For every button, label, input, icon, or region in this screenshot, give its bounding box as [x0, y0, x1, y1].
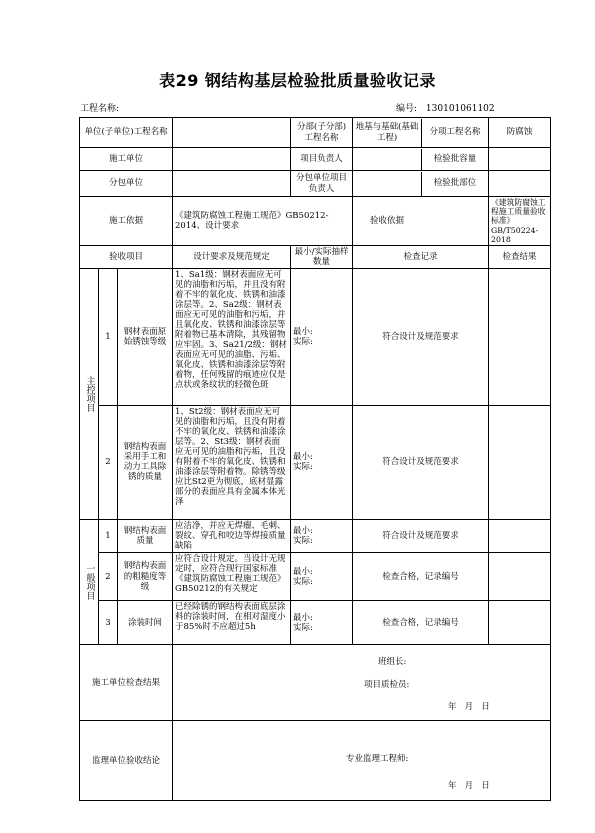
batch-part-value[interactable]: [489, 171, 551, 197]
sub-manager-value[interactable]: [353, 172, 422, 196]
subcontractor-value[interactable]: [173, 171, 291, 197]
table-row: [80, 601, 551, 645]
check-record: 符合设计及规范要求: [353, 405, 489, 519]
min-label: 最小:: [293, 566, 313, 577]
info-row-1: [80, 118, 551, 148]
general-group-label: 一般项目: [80, 519, 99, 644]
check-result[interactable]: [489, 268, 551, 405]
construction-date: 年 月 日: [448, 702, 490, 713]
col-requirement: 设计要求及规范规定: [173, 245, 291, 268]
check-result[interactable]: [489, 519, 551, 552]
sampling-cell: [291, 601, 353, 645]
serial-value: 130101061102: [425, 104, 495, 114]
item-requirement: 已经除锈的钢结构表面底层涂料的涂装时间，在相对湿度小于85%时不应超过5h: [173, 601, 291, 645]
table-row: [80, 553, 551, 601]
serial-number: [396, 101, 495, 114]
check-record: 符合设计及规范要求: [353, 268, 489, 405]
sampling-cell: [291, 519, 353, 552]
table-row: [80, 405, 551, 519]
actual-label: 实际:: [293, 336, 313, 347]
table-row: [80, 519, 551, 552]
item-name: 钢结构表面采用手工和动力工具除锈的质量: [118, 405, 173, 519]
check-record: 检查合格，记录编号: [353, 553, 489, 601]
sampling-cell: [291, 553, 353, 601]
constructor-value[interactable]: [173, 148, 291, 171]
min-label: 最小:: [293, 452, 313, 463]
sub-project-cell: [353, 118, 489, 148]
basis-value: 《建筑防腐蚀工程施工规范》GB50212-2014、设计要求: [173, 197, 353, 246]
construction-check-area[interactable]: [173, 645, 551, 721]
batch-capacity-label: 检验批容量: [433, 153, 477, 164]
sub-project-label: 分部(子分部)工程名称: [291, 118, 353, 148]
batch-capacity-value[interactable]: [489, 148, 551, 171]
supervision-engineer-label: 专业监理工程师:: [346, 754, 409, 765]
construction-check-label: 施工单位检查结果: [80, 645, 173, 721]
info-row-4: [80, 197, 551, 246]
inspection-form-table: [79, 117, 551, 801]
item-name: 钢结构表面质量: [118, 519, 173, 552]
serial-label: 编号:: [396, 104, 418, 114]
project-name-label: 工程名称:: [80, 104, 120, 114]
construction-check-row: [80, 645, 551, 721]
supervision-check-area[interactable]: [173, 721, 551, 801]
acceptance-basis-label: 验收依据: [370, 215, 405, 226]
item-requirement: 应符合设计规定。当设计无规定时，应符合现行国家标准《建筑防腐蚀工程施工规范》GB50212的有关规定: [173, 553, 291, 601]
item-project-value: 防腐蚀: [489, 118, 551, 148]
info-row-3: [80, 171, 551, 197]
subcontractor-label: 分包单位: [80, 171, 173, 197]
check-result[interactable]: [489, 553, 551, 601]
team-leader-label: 班组长:: [378, 657, 407, 668]
item-requirement: 1、St2级：钢材表面应无可见的油脂和污垢，且没有附着不牢的氧化皮、铁锈和油漆涂层等。2、St3级：钢材表面应无可见的油脂和污垢，且没有附着不牢的氧化皮、铁锈和油漆涂层等附着物。除锈等级应比St2更为彻底，底材显露部分的表面应具有金属本体光泽: [173, 405, 291, 519]
project-manager-label: 项目负责人: [291, 148, 353, 171]
min-label: 最小:: [293, 525, 313, 536]
col-result: 检查结果: [489, 245, 551, 268]
row-number: 2: [99, 405, 118, 519]
acceptance-basis-value: 《建筑防腐蚀工程施工质量验收标准》GB/T50224-2018: [489, 197, 551, 246]
min-label: 最小:: [293, 612, 313, 623]
sub-project-value: 地基与基础(基础工程): [353, 119, 422, 147]
sampling-cell: [291, 268, 353, 405]
column-header-row: [80, 245, 551, 268]
basis-label: 施工依据: [80, 197, 173, 246]
min-label: 最小:: [293, 326, 313, 337]
row-number: 2: [99, 553, 118, 601]
sampling-cell: [291, 405, 353, 519]
constructor-label: 施工单位: [80, 148, 173, 171]
check-result[interactable]: [489, 601, 551, 645]
row-number: 1: [99, 519, 118, 552]
item-project-label: 分项工程名称: [429, 127, 481, 138]
batch-part-label: 检验批部位: [433, 178, 477, 189]
main-group-label: 主控项目: [80, 268, 99, 519]
actual-label: 实际:: [293, 535, 313, 546]
actual-label: 实际:: [293, 462, 313, 473]
unit-project-value[interactable]: [173, 118, 291, 148]
manager-capacity-cell: [353, 148, 489, 171]
row-number: 1: [99, 268, 118, 405]
table-row: [80, 268, 551, 405]
col-sampling: 最小/实际抽样数量: [291, 245, 353, 268]
supervision-check-row: [80, 721, 551, 801]
supervision-check-label: 监理单位验收结论: [80, 721, 173, 801]
page-title: 表29 钢结构基层检验批质量验收记录: [159, 71, 436, 90]
item-requirement: 1、Sa1级：钢材表面应无可见的油脂和污垢，并且没有附着不牢的氧化皮、铁锈和油漆涂层等。2、Sa2级：钢材表面应无可见的油脂和污垢，并且氧化皮、铁锈和油漆涂层等附着物已基本清除，其残留物应牢固。3、Sa21/2级：钢材表面应无可见的油脂、污垢、氧化皮、铁锈和油漆涂层等附着物，任何残留的痕迹应仅是点状或条纹状的轻微色斑: [173, 268, 291, 405]
project-manager-value[interactable]: [353, 149, 422, 170]
acceptance-basis-cell: [353, 197, 489, 246]
inspector-label: 项目质检员:: [364, 680, 410, 691]
item-name: 钢材表面原始锈蚀等级: [118, 268, 173, 405]
unit-project-label: 单位(子单位)工程名称: [80, 118, 173, 148]
actual-label: 实际:: [293, 622, 313, 633]
item-name: 钢结构表面的粗糙度等级: [118, 553, 173, 601]
actual-label: 实际:: [293, 576, 313, 587]
item-name: 涂装时间: [118, 601, 173, 645]
row-number: 3: [99, 601, 118, 645]
info-row-2: [80, 148, 551, 171]
check-result[interactable]: [489, 405, 551, 519]
submanager-part-cell: [353, 171, 489, 197]
sub-manager-label: 分包单位项目负责人: [291, 171, 353, 197]
item-requirement: 应洁净，并应无焊瘤、毛刺、裂纹、穿孔和咬边等焊接质量缺陷: [173, 519, 291, 552]
check-record: 符合设计及规范要求: [353, 519, 489, 552]
check-record: 检查合格，记录编号: [353, 601, 489, 645]
supervision-date: 年 月 日: [448, 781, 490, 792]
col-record: 检查记录: [353, 245, 489, 268]
col-item: 验收项目: [80, 245, 173, 268]
